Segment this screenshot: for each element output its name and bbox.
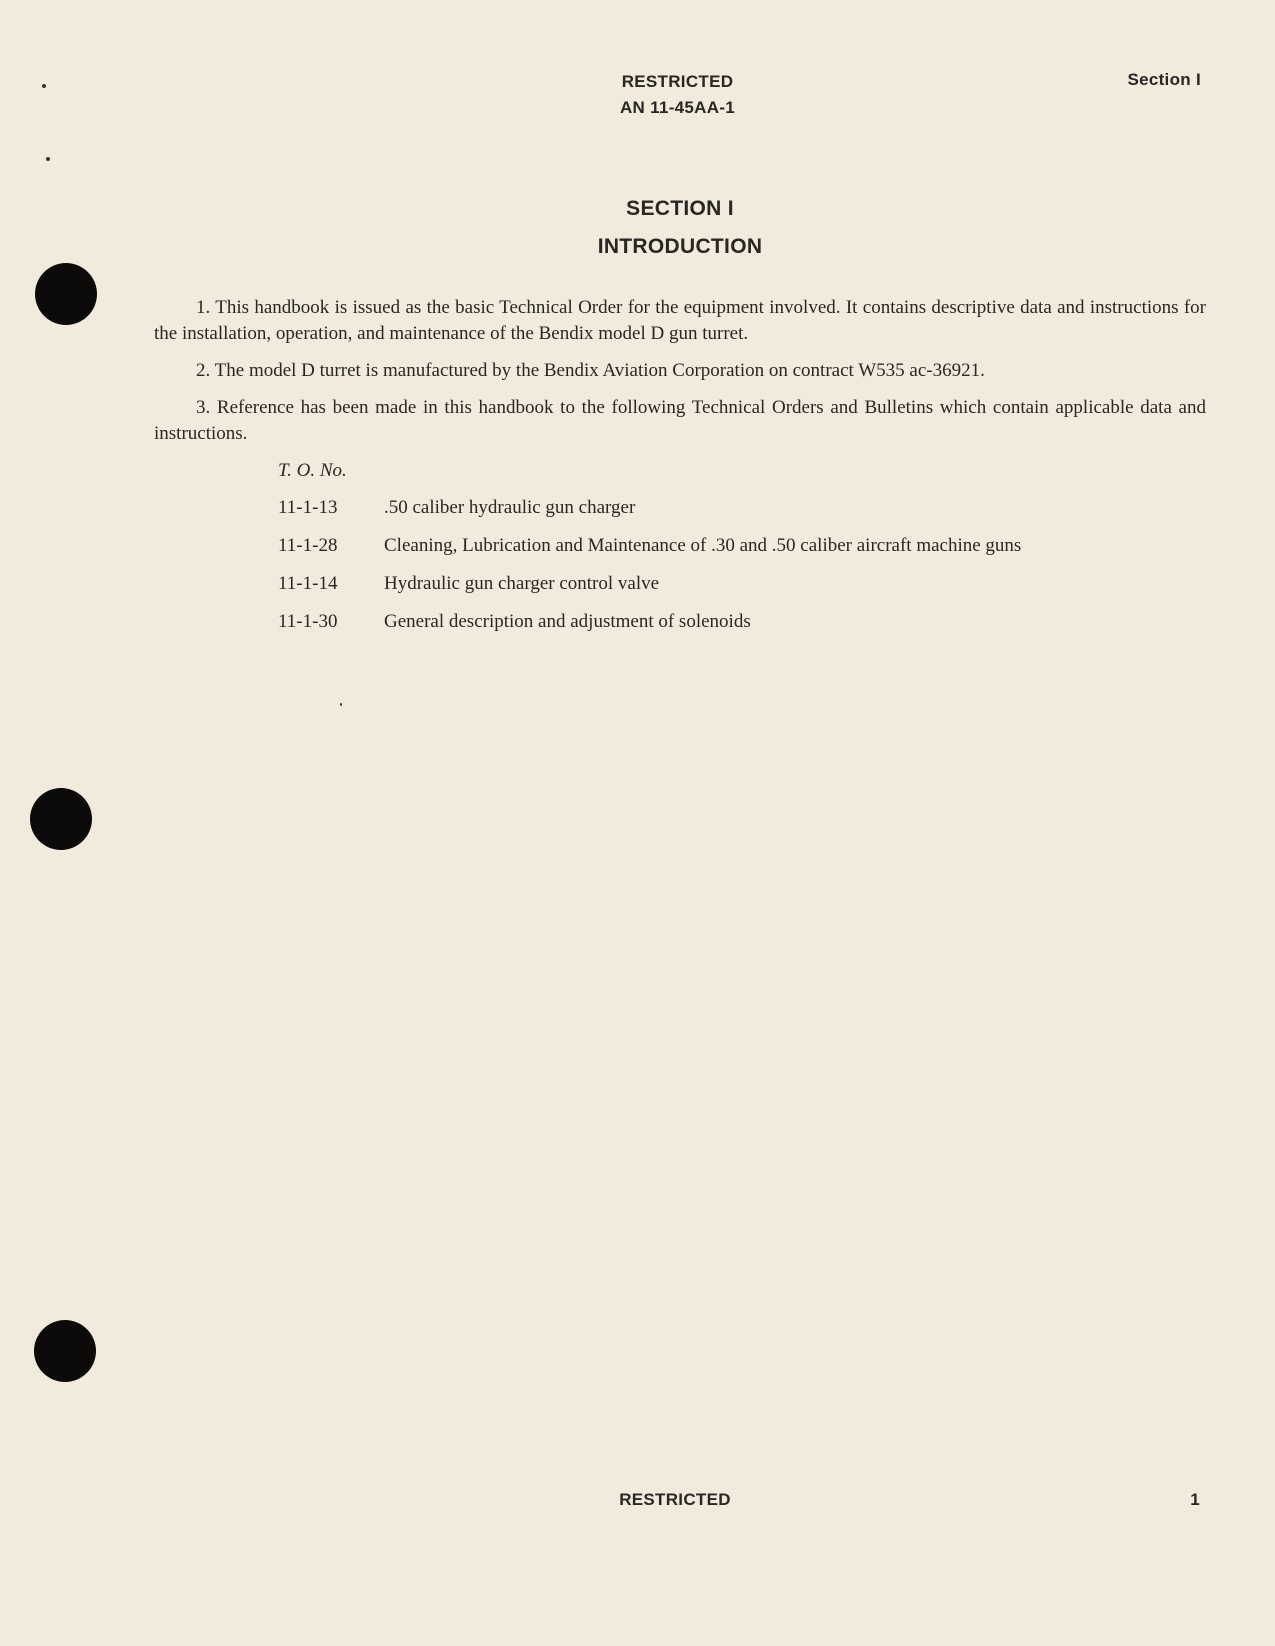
header-section-label: Section I: [1127, 70, 1201, 89]
to-table-row: [278, 496, 635, 520]
paper-speck: [46, 157, 50, 161]
binder-hole-middle: [30, 788, 92, 850]
to-number: 11-1-14: [278, 573, 338, 594]
to-number: 11-1-13: [278, 497, 338, 518]
to-description: Hydraulic gun charger control valve: [384, 573, 660, 594]
to-table-row: [278, 610, 751, 634]
binder-hole-bottom: [34, 1320, 96, 1382]
section-name: INTRODUCTION: [597, 235, 763, 258]
paragraph-3: 3. Reference has been made in this handbook to the following Technical Orders and Bulletins which contain applicable data and instructions.: [154, 397, 1206, 444]
to-number: 11-1-28: [278, 535, 338, 556]
to-description: .50 caliber hydraulic gun charger: [384, 497, 636, 518]
to-table-heading: T. O. No.: [278, 460, 347, 481]
section-title: SECTION I: [626, 197, 734, 220]
to-table-row: [278, 534, 1021, 558]
paper-speck: [340, 703, 342, 706]
to-table-row: [278, 572, 659, 596]
to-number: 11-1-30: [278, 611, 338, 632]
to-description: General description and adjustment of solenoids: [384, 611, 751, 632]
page-number: 1: [1190, 1490, 1200, 1509]
binder-hole-top: [35, 263, 97, 325]
footer-classification: RESTRICTED: [619, 1490, 731, 1509]
paragraph-2: 2. The model D turret is manufactured by the Bendix Aviation Corporation on contract W535 ac-36921.: [196, 360, 985, 381]
to-description: Cleaning, Lubrication and Maintenance of .30 and .50 caliber aircraft machine guns: [384, 535, 1022, 556]
header-classification: RESTRICTED: [621, 72, 734, 91]
header-doc-number: AN 11-45AA-1: [619, 98, 736, 117]
paragraph-1: 1. This handbook is issued as the basic Technical Order for the equipment involved. It contains descriptive data and instructions for the installation, operation, and maintenance of the Bendix model D gun turret.: [154, 297, 1206, 344]
